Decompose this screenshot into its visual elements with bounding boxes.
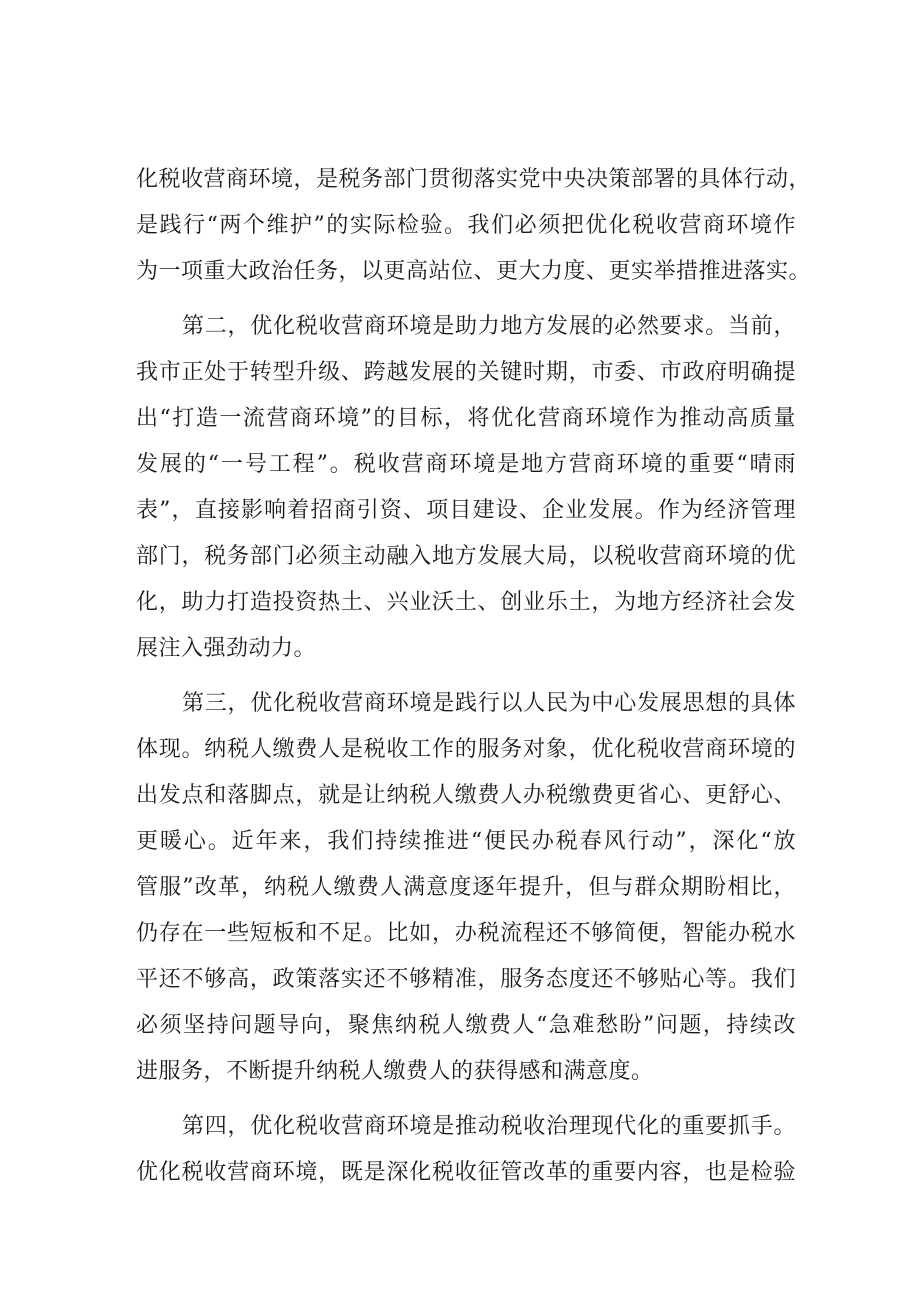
paragraph-3-line-5: 管服”改革，纳税人缴费人满意度逐年提升，但与群众期盼相比， xyxy=(136,875,796,900)
paragraph-4-line-2: 优化税收营商环境，既是深化税收征管改革的重要内容，也是检验 xyxy=(136,1160,796,1185)
paragraph-3-line-2: 体现。纳税人缴费人是税收工作的服务对象，优化税收营商环境的 xyxy=(136,737,796,762)
paragraph-2-line-5: 表”，直接影响着招商引资、项目建设、企业发展。作为经济管理 xyxy=(136,498,796,523)
paragraph-1-line-1: 化税收营商环境，是税务部门贯彻落实党中央决策部署的具体行动， xyxy=(136,167,812,192)
paragraph-2-line-2: 我市正处于转型升级、跨越发展的关键时期，市委、市政府明确提 xyxy=(136,360,796,385)
paragraph-1-line-3: 为一项重大政治任务，以更高站位、更大力度、更实举措推进落实。 xyxy=(136,259,812,284)
paragraph-4-line-1: 第四，优化税收营商环境是推动税收治理现代化的重要抓手。 xyxy=(182,1114,796,1139)
paragraph-2-line-4: 发展的“一号工程”。税收营商环境是地方营商环境的重要“晴雨 xyxy=(136,452,796,477)
paragraph-3-line-7: 平还不够高，政策落实还不够精准，服务态度还不够贴心等。我们 xyxy=(136,967,796,992)
paragraph-2-line-7: 化，助力打造投资热土、兴业沃土、创业乐土，为地方经济社会发 xyxy=(136,590,796,615)
paragraph-2-line-3: 出“打造一流营商环境”的目标，将优化营商环境作为推动高质量 xyxy=(136,406,796,431)
paragraph-3-line-6: 仍存在一些短板和不足。比如，办税流程还不够简便，智能办税水 xyxy=(136,921,796,946)
paragraph-3-line-8: 必须坚持问题导向，聚焦纳税人缴费人“急难愁盼”问题，持续改 xyxy=(136,1013,796,1038)
paragraph-3-line-4: 更暖心。近年来，我们持续推进“便民办税春风行动”，深化“放 xyxy=(136,829,796,854)
paragraph-2-line-8: 展注入强劲动力。 xyxy=(136,636,317,661)
paragraph-1-line-2: 是践行“两个维护”的实际检验。我们必须把优化税收营商环境作 xyxy=(136,213,796,238)
paragraph-2-line-1: 第二，优化税收营商环境是助力地方发展的必然要求。当前， xyxy=(182,314,796,339)
paragraph-2-line-6: 部门，税务部门必须主动融入地方发展大局，以税收营商环境的优 xyxy=(136,544,796,569)
paragraph-3-line-9: 进服务，不断提升纳税人缴费人的获得感和满意度。 xyxy=(136,1059,654,1084)
paragraph-3-line-1: 第三，优化税收营商环境是践行以人民为中心发展思想的具体 xyxy=(182,691,796,716)
paragraph-3-line-3: 出发点和落脚点，就是让纳税人缴费人办税缴费更省心、更舒心、 xyxy=(136,783,796,808)
